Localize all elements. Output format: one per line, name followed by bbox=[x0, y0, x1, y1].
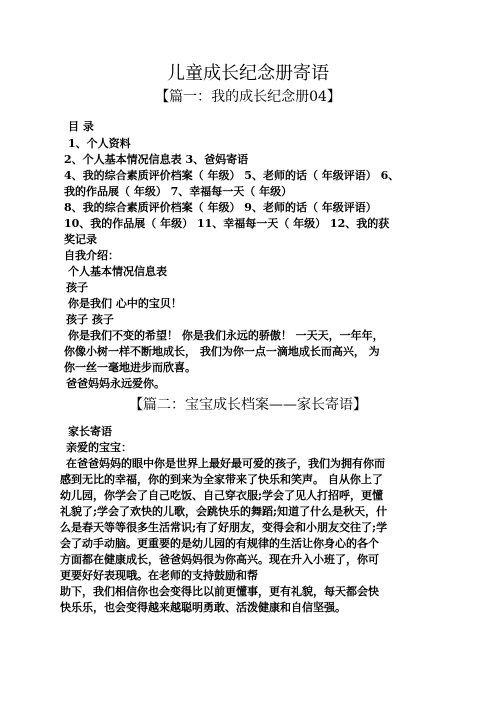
toc-line: 2、个人基本情况信息表 3、爸妈寄语 bbox=[64, 153, 249, 166]
letter-line: 助下，我们相信你也会变得比以前更懂事，更有礼貌，每天都会快 bbox=[60, 585, 379, 598]
toc-line: 1、个人资料 bbox=[68, 137, 131, 150]
intro-line: 你一丝一毫地进步而欣喜。 bbox=[64, 361, 196, 374]
toc-line: 10、我的作品展（ 年级） 11、幸福每一天（ 年级） 12、我的获 bbox=[64, 217, 390, 230]
letter-line: 会了动手动脑。更重要的是幼儿园的有规律的生活让你身心的各个 bbox=[60, 537, 379, 550]
toc-line: 4、我的综合素质评价档案（ 年级） 5、老师的话（ 年级评语） 6、 bbox=[64, 169, 400, 182]
letter-line: 么是春天等等很多生活常识;有了好朋友，变得会和小朋友交往了;学 bbox=[60, 521, 388, 534]
letter-line: 快乐乐，也会变得越来越聪明勇敢、活泼健康和自信坚强。 bbox=[60, 601, 346, 614]
letter-line: 礼貌了;学会了欢快的儿歌，会跳快乐的舞蹈;知道了什么是秋天，什 bbox=[60, 505, 388, 518]
intro-line: 爸爸妈妈永远爱你。 bbox=[66, 377, 165, 390]
letter-line: 家长寄语 bbox=[68, 425, 112, 438]
intro-line: 你像小树一样不断地成长， 我们为你一点一滴地成长而高兴， 为 bbox=[64, 345, 380, 358]
intro-line: 个人基本情况信息表 bbox=[68, 265, 167, 278]
section2-heading: 【篇二：宝宝成长档案——家长寄语】 bbox=[129, 397, 367, 413]
letter-line: 感到无比的幸福，你的到来为全家带来了快乐和笑声。 自从你上了 bbox=[60, 473, 383, 486]
toc-line: 8、我的综合素质评价档案（ 年级） 9、老师的话（ 年级评语） bbox=[64, 201, 377, 214]
section1-heading: 【篇一：我的成长纪念册04】 bbox=[155, 89, 341, 105]
document-title: 儿童成长纪念册寄语 bbox=[167, 63, 329, 84]
intro-line: 你是我们不变的希望！ 你是我们永远的骄傲！ 一天天，一年年， bbox=[68, 329, 384, 342]
toc-line: 目 录 bbox=[68, 120, 94, 133]
intro-line: 自我介绍： bbox=[64, 249, 119, 262]
letter-line: 亲爱的宝宝： bbox=[66, 441, 132, 454]
intro-line: 你是我们 心中的宝贝！ bbox=[68, 297, 182, 310]
letter-line: 方面都在健康成长，爸爸妈妈很为你高兴。现在升入小班了，你可 bbox=[60, 553, 379, 566]
letter-line: 更要好好表现哦。在老师的支持鼓励和帮 bbox=[60, 569, 258, 582]
intro-line: 孩子 孩子 bbox=[66, 313, 114, 326]
letter-line: 幼儿园，你学会了自己吃饭、自己穿衣服;学会了见人打招呼，更懂 bbox=[60, 489, 384, 502]
letter-line: 在爸爸妈妈的眼中你是世界上最好最可爱的孩子，我们为拥有你而 bbox=[66, 457, 385, 470]
toc-line: 我的作品展（ 年级） 7、幸福每一天（ 年级） bbox=[64, 185, 293, 198]
toc-line: 奖记录 bbox=[64, 233, 97, 246]
intro-line: 孩子 bbox=[66, 281, 88, 294]
